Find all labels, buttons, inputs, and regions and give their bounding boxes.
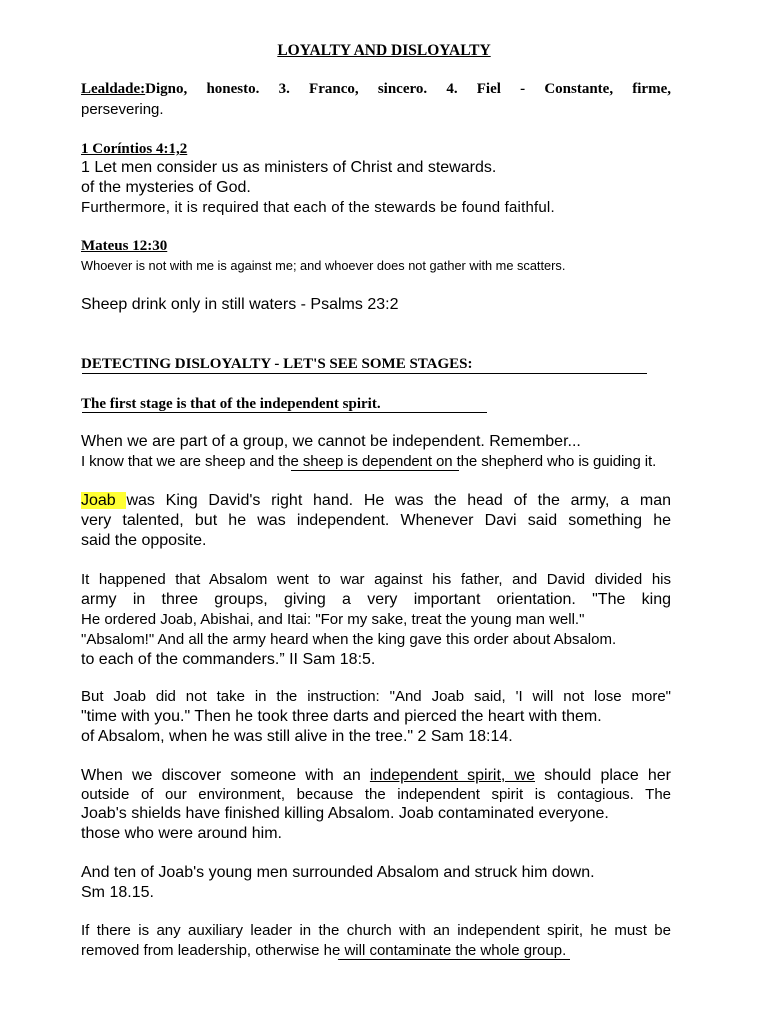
joab-highlight: Joab <box>81 492 127 509</box>
first-stage-heading: The first stage is that of the independent spirit. <box>81 396 381 412</box>
para4-line-2: "time with you." Then he took three darts and pierced the heart with them. <box>81 708 602 725</box>
lealdade-label: Lealdade: <box>81 81 146 97</box>
para3-line-1: It happened that Absalom went to war against his father, and David divided his <box>81 571 671 588</box>
para6-line-2: Sm 18.15. <box>81 884 154 901</box>
mateus-line-1: Whoever is not with me is against me; and whoever does not gather with me scatters. <box>81 258 566 273</box>
para5-line-1-a: When we discover someone with an <box>81 767 370 784</box>
corintios-line-2: of the mysteries of God. <box>81 179 251 196</box>
lealdade-line-2: persevering. <box>81 101 164 118</box>
detecting-heading: DETECTING DISLOYALTY - LET'S SEE SOME STAGES: <box>81 356 473 372</box>
para2-line-1 <box>81 492 671 510</box>
para3-line-3: He ordered Joab, Abishai, and Itai: "For my sake, treat the young man well." <box>81 611 585 628</box>
para5-line-2: outside of our environment, because the independent spirit is contagious. The <box>81 786 671 803</box>
para3-line-2: army in three groups, giving a very important orientation. "The king <box>81 591 671 608</box>
para5-line-1 <box>81 767 671 785</box>
document-title: LOYALTY AND DISLOYALTY <box>277 42 491 59</box>
corintios-line-1: 1 Let men consider us as ministers of Christ and stewards. <box>81 159 497 176</box>
para2-line-2: very talented, but he was independent. Whenever Davi said something he <box>81 512 671 529</box>
para1-underline <box>291 470 459 471</box>
para7-line-2: removed from leadership, otherwise he will contaminate the whole group. <box>81 942 567 959</box>
para4-line-1: But Joab did not take in the instruction: "And Joab said, 'I will not lose more" <box>81 688 671 705</box>
para2-line-3: said the opposite. <box>81 532 207 549</box>
corintios-reference: 1 Coríntios 4:1,2 <box>81 141 188 157</box>
para5-underlined-phrase: independent spirit, we <box>369 767 535 784</box>
para6-line-1: And ten of Joab's young men surrounded Absalom and struck him down. <box>81 864 595 881</box>
para3-line-4: "Absalom!" And all the army heard when the king gave this order about Absalom. <box>81 631 617 648</box>
para3-line-5: to each of the commanders.” II Sam 18:5. <box>81 651 376 668</box>
mateus-reference: Mateus 12:30 <box>81 238 168 254</box>
para4-line-3: of Absalom, when he was still alive in the tree." 2 Sam 18:14. <box>81 728 513 745</box>
detecting-heading-underline <box>82 373 647 374</box>
para7-underline <box>338 959 570 960</box>
para2-line-1-rest: was King David's right hand. He was the head of the army, a man <box>126 492 671 509</box>
lealdade-line-1 <box>81 81 671 98</box>
corintios-line-3: Furthermore, it is required that each of the stewards be found faithful. <box>81 199 555 216</box>
first-stage-underline <box>82 412 487 413</box>
lealdade-text: Digno, honesto. 3. Franco, sincero. 4. Fiel - Constante, firme, <box>145 81 671 97</box>
para5-line-1-b: should place her <box>534 767 671 784</box>
para7-line-1: If there is any auxiliary leader in the church with an independent spirit, he must be <box>81 922 671 939</box>
para5-line-3: Joab's shields have finished killing Absalom. Joab contaminated everyone. <box>81 805 609 822</box>
para1-line-1: When we are part of a group, we cannot be independent. Remember... <box>81 433 581 450</box>
psalm-line: Sheep drink only in still waters - Psalms 23:2 <box>81 296 399 313</box>
para1-line-2: I know that we are sheep and the sheep is dependent on the shepherd who is guiding it. <box>81 453 657 470</box>
para5-line-4: those who were around him. <box>81 825 282 842</box>
